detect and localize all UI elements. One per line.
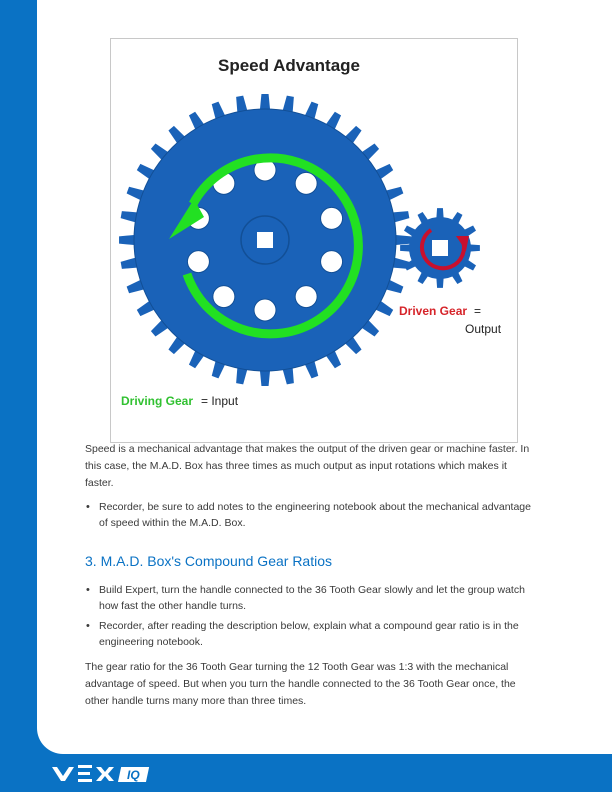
bullet-list-2 [85, 583, 535, 650]
driving-gear-label: Driving Gear [121, 394, 194, 408]
bullet-item: • Recorder, after reading the description below, explain what a compound gear ratio is in the engineering notebook. [85, 619, 535, 650]
driven-gear-label: Driven Gear [399, 304, 468, 318]
logo-badge-text: IQ [127, 768, 140, 782]
driven-output-label: Output [465, 322, 502, 336]
driven-gear-equals: = [474, 304, 482, 318]
driving-gear-axle-hole [257, 232, 273, 248]
driving-gear [119, 94, 411, 386]
gear-hole [295, 172, 317, 194]
speed-advantage-figure [110, 38, 518, 443]
gear-hole [213, 286, 235, 308]
figure-title: Speed Advantage [217, 56, 361, 75]
bullet-list-1 [85, 500, 535, 531]
bullet-item: • Build Expert, turn the handle connected to the 36 Tooth Gear slowly and let the group watch how fast the other handle turns. [85, 583, 535, 614]
gear-hole [321, 251, 343, 273]
vex-iq-logo [52, 763, 162, 790]
gear-hole [321, 207, 343, 229]
gear-hole [254, 299, 276, 321]
section-heading: 3. M.A.D. Box's Compound Gear Ratios [85, 553, 332, 569]
bullet-item: • Recorder, be sure to add notes to the engineering notebook about the mechanical advantage of speed within the M.A.D. Box. [85, 500, 535, 531]
gear-hole [295, 286, 317, 308]
driven-gear-axle-hole [432, 240, 448, 256]
paragraph-ratio: The gear ratio for the 36 Tooth Gear turning the 12 Tooth Gear was 1:3 with the mechanical advantage of speed. But when you turn the handle connected to the 36 Tooth Gear once, the other handle turns many more than three times. [85, 661, 516, 707]
driving-input-label: = Input [201, 394, 239, 408]
gear-diagram [111, 39, 517, 442]
left-brand-bar [0, 0, 37, 792]
driven-gear [400, 208, 480, 288]
paragraph-speed: Speed is a mechanical advantage that makes the output of the driven gear or machine faster. In this case, the M.A.D. Box has three times as much output as input rotations which makes it faster. [85, 443, 530, 489]
gear-hole [187, 251, 209, 273]
